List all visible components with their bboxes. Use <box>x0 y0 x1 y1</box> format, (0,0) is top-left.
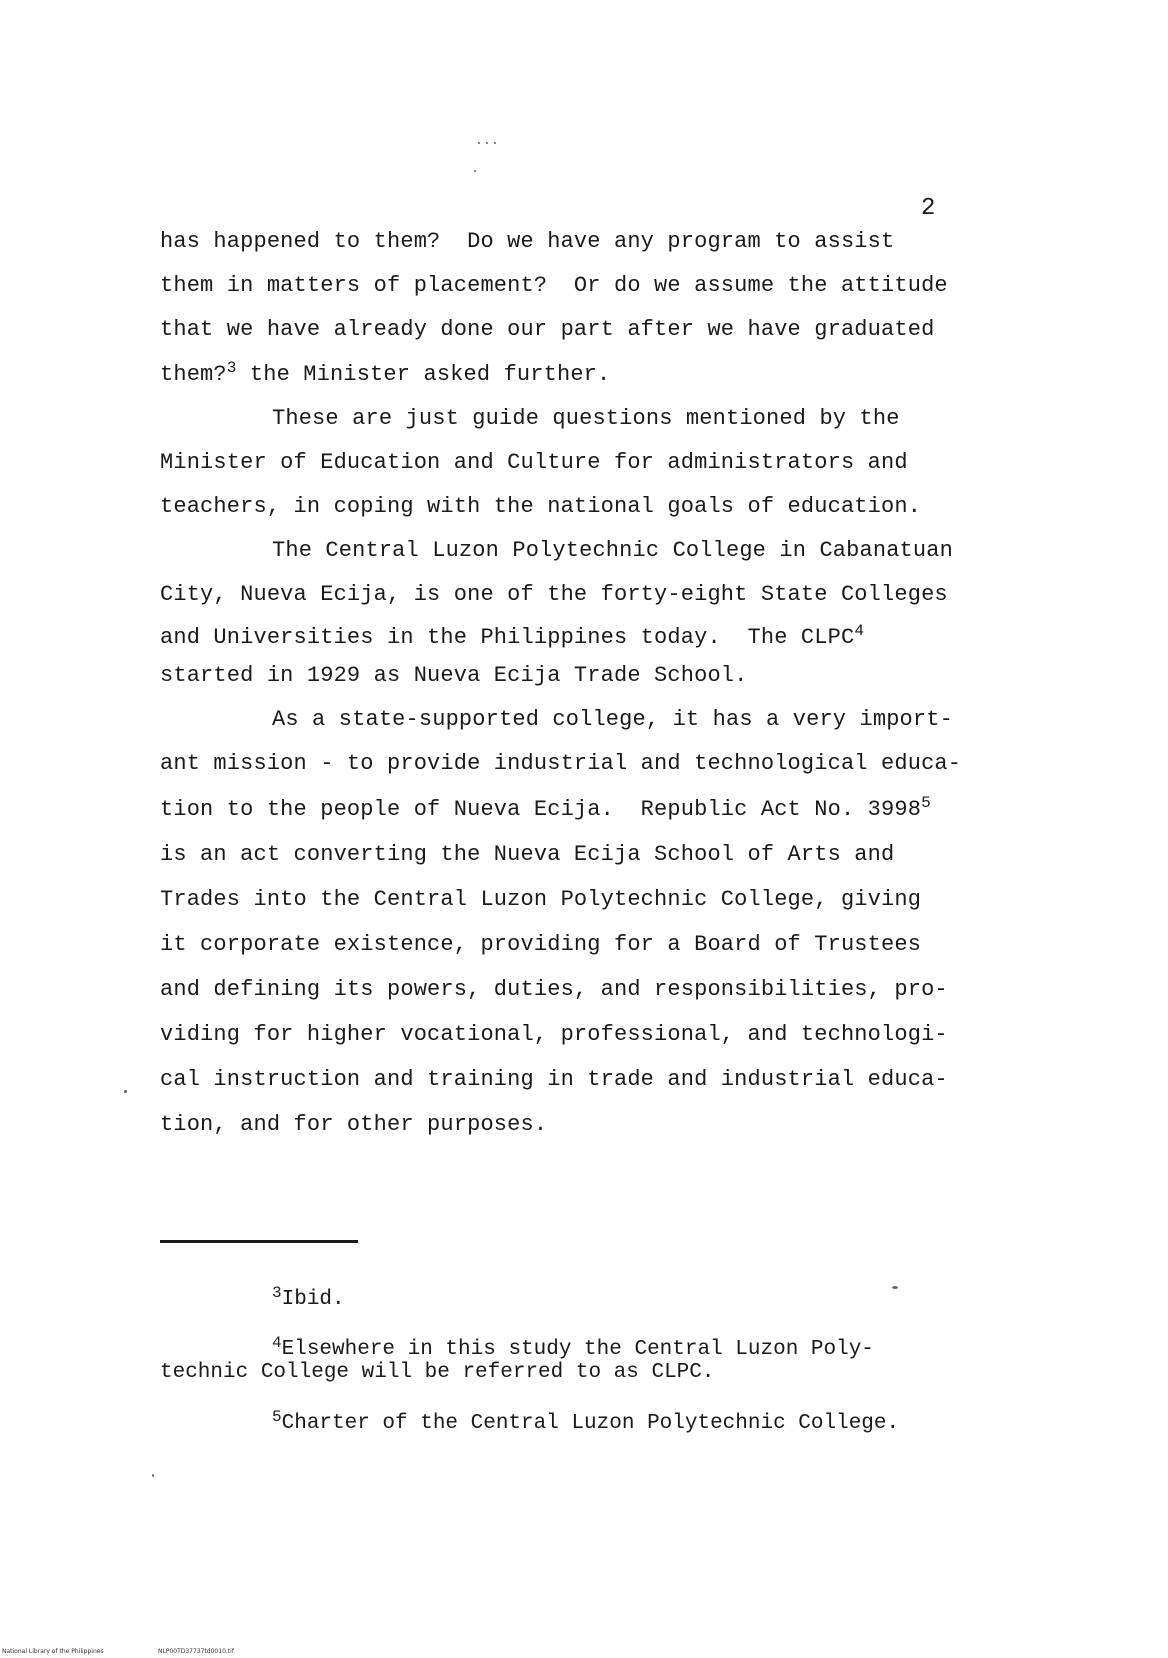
scan-speck <box>486 142 488 144</box>
footnote-ref-3: 3 <box>226 359 237 377</box>
footnote-text: Elsewhere in this study the Central Luzon Poly- <box>281 1338 874 1361</box>
paragraph-start: As a state-supported college, it has a very import- <box>272 707 953 732</box>
footnote-5 <box>272 1408 900 1436</box>
footnote-ref-4: 4 <box>854 622 865 640</box>
body-line: has happened to them? Do we have any program to assist <box>160 229 895 254</box>
body-line: and defining its powers, duties, and responsibilities, pro- <box>160 977 948 1002</box>
scan-speck <box>152 1474 154 1477</box>
footnote-ref-5: 5 <box>921 794 931 812</box>
body-line <box>160 361 610 389</box>
footnote-4 <box>272 1334 874 1362</box>
body-line: them in matters of placement? Or do we assume the attitude <box>160 273 948 298</box>
body-line: Trades into the Central Luzon Polytechnic College, giving <box>160 887 922 912</box>
body-line: City, Nueva Ecija, is one of the forty-eight State Colleges <box>160 582 948 607</box>
body-line <box>160 796 931 824</box>
footnote-text: Ibid. <box>281 1288 345 1311</box>
body-line: Minister of Education and Culture for administrators and <box>160 450 908 475</box>
body-line: it corporate existence, providing for a Board of Trustees <box>160 932 922 957</box>
body-line: ant mission - to provide industrial and technological educa- <box>160 751 962 776</box>
body-line: cal instruction and training in trade and industrial educa- <box>160 1067 948 1092</box>
body-text-segment: tion to the people of Nueva Ecija. Republic Act No. 3998 <box>160 797 922 822</box>
body-line: that we have already done our part after we have graduated <box>160 317 935 342</box>
body-text-segment: and Universities in the Philippines today. The CLPC <box>160 625 855 650</box>
scan-speck <box>478 142 480 144</box>
page-number: 2 <box>921 195 936 222</box>
body-text-segment: them? <box>160 362 227 387</box>
footnote-3 <box>272 1284 345 1312</box>
footnote-text: Charter of the Central Luzon Polytechnic College. <box>281 1412 900 1435</box>
scan-speck <box>124 1090 127 1093</box>
body-line: tion, and for other purposes. <box>160 1112 548 1137</box>
footnote-mark: 5 <box>272 1408 282 1426</box>
body-line <box>160 624 864 652</box>
footnote-mark: 4 <box>272 1334 282 1352</box>
paragraph-start: The Central Luzon Polytechnic College in Cabanatuan <box>272 538 953 563</box>
scan-speck <box>474 170 476 172</box>
scan-library-label: National Library of the Philippines <box>2 1648 104 1655</box>
footnote-4-continuation: technic College will be referred to as CLPC. <box>160 1361 715 1384</box>
footnote-mark: 3 <box>272 1284 282 1302</box>
scan-speck <box>892 1286 898 1289</box>
scan-file-id: NLP00TD37737td0010.tif <box>158 1648 234 1655</box>
body-line: teachers, in coping with the national goals of education. <box>160 494 922 519</box>
body-line: started in 1929 as Nueva Ecija Trade School. <box>160 663 748 688</box>
body-line: viding for higher vocational, professional, and technologi- <box>160 1022 948 1047</box>
body-line: is an act converting the Nueva Ecija School of Arts and <box>160 842 895 867</box>
scan-speck <box>494 142 496 144</box>
paragraph-start: These are just guide questions mentioned by the <box>272 406 900 431</box>
body-text-segment: the Minister asked further. <box>236 362 611 387</box>
footnote-separator <box>160 1240 358 1243</box>
